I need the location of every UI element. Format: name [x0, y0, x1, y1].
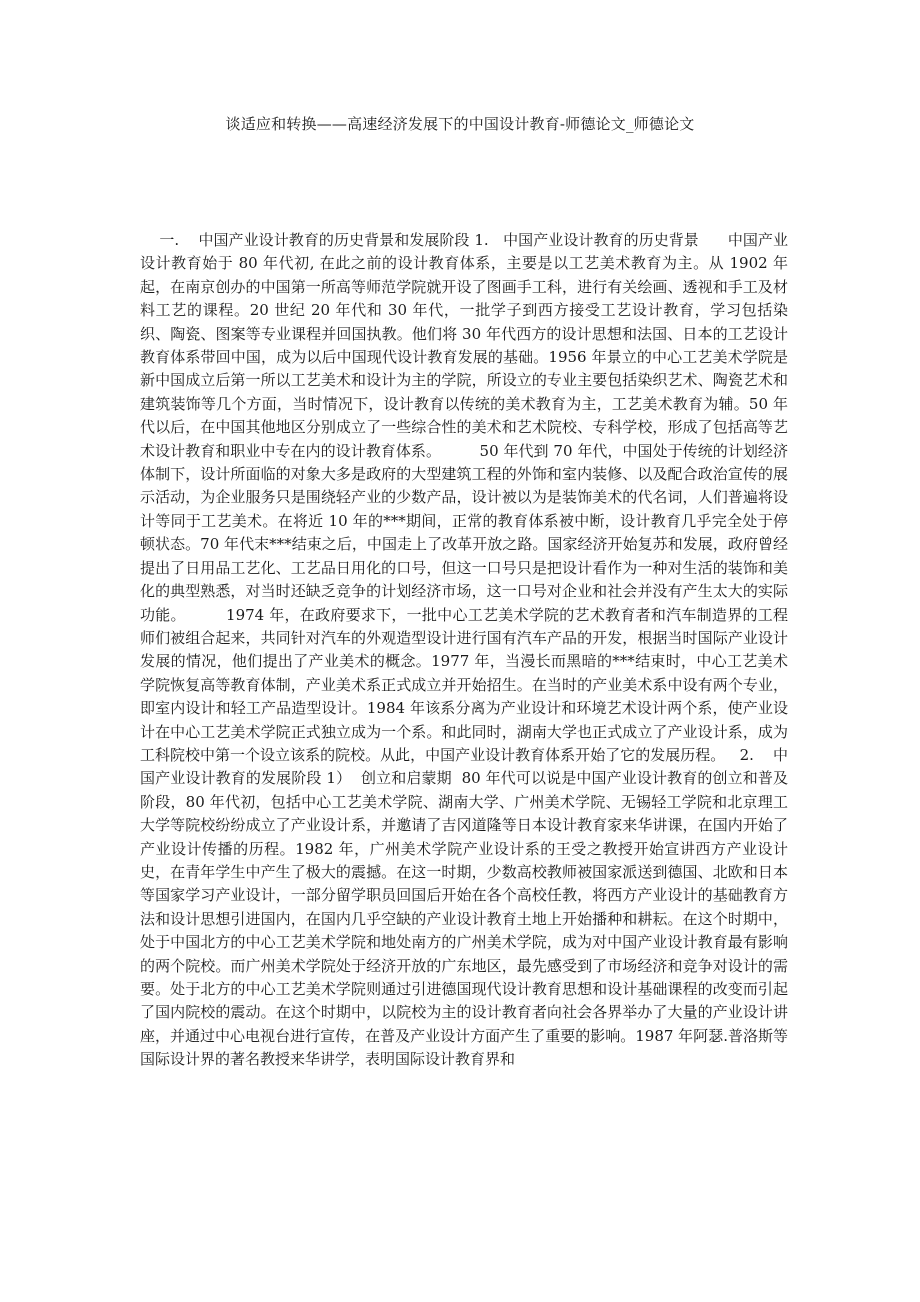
- document-title: 谈适应和转换——高速经济发展下的中国设计教育-师德论文_师德论文: [225, 115, 695, 133]
- body-text: 一. 中国产业设计教育的历史背景和发展阶段 1. 中国产业设计教育的历史背景 中国产业设计教育始于 80 年代初, 在此之前的设计教育体系，主要是以工艺美术教育为主。从 1902 年起，在南京创办的中国第一所高等师范学院就开设了图画手工科，进行有关绘画、透视和手工及材料工艺的课程。20 世纪 20 年代和 30 年代，一批学子到西方接受工艺设计教育，学习包括染织、陶瓷、图案等专业课程并回国执教。他们将 30 年代西方的设计思想和法国、日本的工艺设计教育体系带回中国，成为以后中国现代设计教育发展的基础。1956 年景立的中心工艺美术学院是新中国成立后第一所以工艺美术和设计为主的学院，所设立的专业主要包括染织艺术、陶瓷艺术和建筑装饰等几个方面，当时情况下，设计教育以传统的美术教育为主，工艺美术教育为辅。50 年代以后，在中国其他地区分别成立了一些综合性的美术和艺术院校、专科学校，形成了包括高等艺术设计教育和职业中专在内的设计教育体系。 50 年代到 70 年代，中国处于传统的计划经济体制下，设计所面临的对象大多是政府的大型建筑工程的外饰和室内装修、以及配合政治宣传的展示活动，为企业服务只是围绕轻产业的少数产品，设计被以为是装饰美术的代名词，人们普遍将设计等同于工艺美术。在将近 10 年的***期间，正常的教育体系被中断，设计教育几乎完全处于停顿状态。70 年代末***结束之后，中国走上了改革开放之路。国家经济开始复苏和发展，政府曾经提出了日用品工艺化、工艺品日用化的口号，但这一口号只是把设计看作为一种对生活的装饰和美化的典型熟悉，对当时还缺乏竞争的计划经济市场，这一口号对企业和社会并没有产生太大的实际功能。 1974 年，在政府要求下，一批中心工艺美术学院的艺术教育者和汽车制造界的工程师们被组合起来，共同针对汽车的外观造型设计进行国有汽车产品的开发，根据当时国际产业设计发展的情况，他们提出了产业美术的概念。1977 年，当漫长而黑暗的***结束时，中心工艺美术学院恢复高等教育体制，产业美术系正式成立并开始招生。在当时的产业美术系中设有两个专业，即室内设计和轻工产品造型设计。1984 年该系分离为产业设计和环境艺术设计两个系，使产业设计在中心工艺美术学院正式独立成为一个系。和此同时，湖南大学也正式成立了产业设计系，成为工科院校中第一个设立该系的院校。从此，中国产业设计教育体系开始了它的发展历程。 2. 中国产业设计教育的发展阶段 1） 创立和启蒙期 80 年代可以说是中国产业设计教育的创立和普及阶段，80 年代初，包括中心工艺美术学院、湖南大学、广州美术学院、无锡轻工学院和北京理工大学等院校纷纷成立了产业设计系，并邀请了吉冈道隆等日本设计教育家来华讲课，在国内开始了产业设计传播的历程。1982 年，广州美术学院产业设计系的王受之教授开始宣讲西方产业设计史，在青年学生中产生了极大的震撼。在这一时期，少数高校教师被国家派送到德国、北欧和日本等国家学习产业设计，一部分留学职员回国后开始在各个高校任教，将西方产业设计的基础教育方法和设计思想引进国内，在国内几乎空缺的产业设计教育土地上开始播种和耕耘。在这个时期中，处于中国北方的中心工艺美术学院和地处南方的广州美术学院，成为对中国产业设计教育最有影响的两个院校。而广州美术学院处于经济开放的广东地区，最先感受到了市场经济和竞争对设计的需要。处于北方的中心工艺美术学院则通过引进德国现代设计教育思想和设计基础课程的改变而引起了国内院校的震动。在这个时期中，以院校为主的设计教育者向社会各界举办了大量的产业设计讲座，并通过中心电视台进行宣传，在普及产业设计方面产生了重要的影响。1987 年阿瑟.普洛斯等国际设计界的著名教授来华讲学，表明国际设计教育界和: [140, 231, 788, 1069]
- document-body: [140, 229, 788, 1072]
